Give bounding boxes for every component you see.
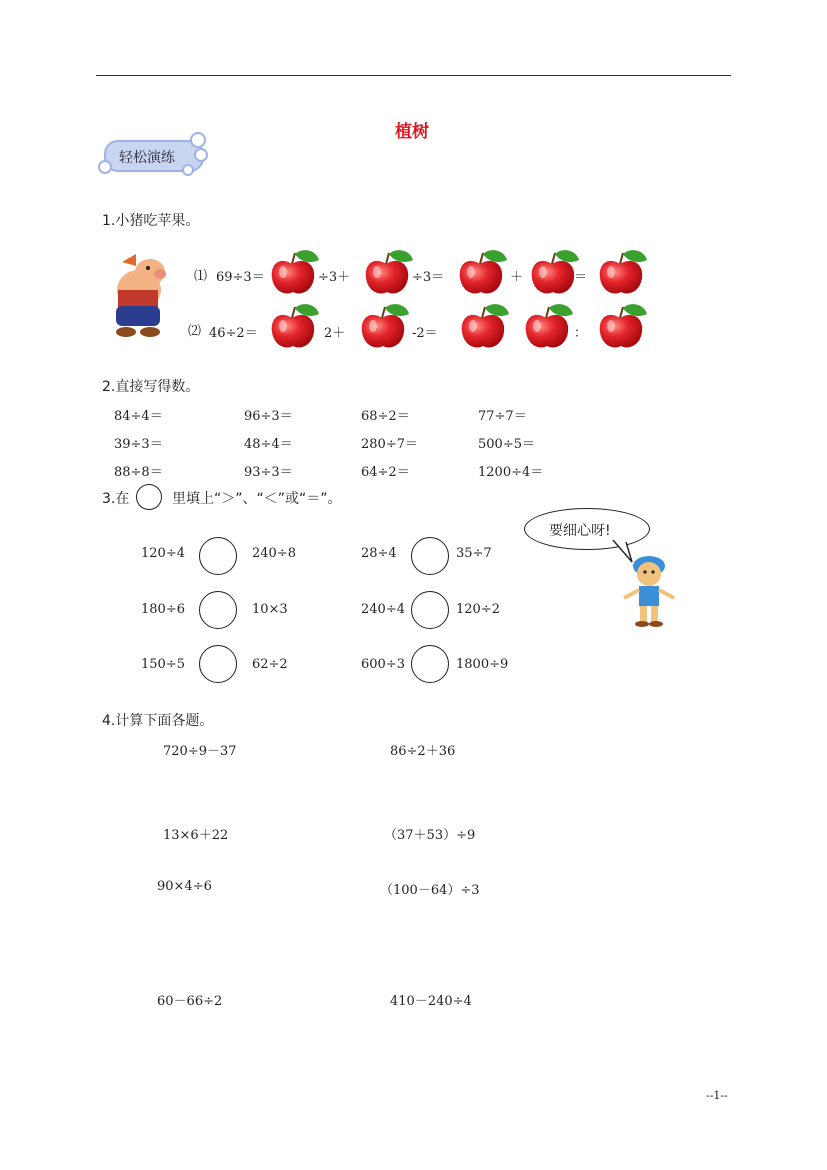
q3-left-expr: 600÷3: [361, 657, 405, 672]
page-number: --1--: [706, 1089, 728, 1102]
q1-row1-op: ＝: [574, 270, 588, 285]
q3-right-expr: 35÷7: [456, 546, 492, 561]
apple-icon: [364, 248, 414, 296]
q2-item: 96÷3＝: [244, 409, 293, 424]
speech-bubble-text: 要细心呀!: [549, 523, 611, 539]
q3-right-expr: 62÷2: [252, 657, 288, 672]
q1-row2-op: -2＝: [412, 326, 438, 341]
answer-circle[interactable]: [199, 591, 237, 629]
section-badge: [98, 130, 210, 176]
apple-icon: [598, 302, 648, 350]
q2-item: 280÷7＝: [361, 437, 418, 452]
q4-item: 13×6＋22: [163, 828, 229, 843]
q3-right-expr: 240÷8: [252, 546, 296, 561]
q3-left-expr: 180÷6: [141, 602, 185, 617]
q4-item: 720÷9－37: [163, 744, 237, 759]
page-title: 植树: [395, 122, 429, 142]
q3-left-expr: 150÷5: [141, 657, 185, 672]
q2-item: 39÷3＝: [114, 437, 163, 452]
apple-icon: [530, 248, 580, 296]
q4-item: （37＋53）÷9: [384, 828, 476, 843]
q3-left-expr: 28÷4: [361, 546, 397, 561]
q1-row2-label: ⑵: [188, 324, 202, 339]
q4-heading: 4.计算下面各题。: [102, 713, 214, 729]
q2-item: 93÷3＝: [244, 465, 293, 480]
q2-item: 77÷7＝: [478, 409, 527, 424]
q3-right-expr: 120÷2: [456, 602, 500, 617]
apple-icon: [524, 302, 574, 350]
q3-left-expr: 120÷4: [141, 546, 185, 561]
answer-circle[interactable]: [411, 645, 449, 683]
apple-icon: [460, 302, 510, 350]
q4-item: 86÷2＋36: [390, 744, 456, 759]
q2-item: 500÷5＝: [478, 437, 535, 452]
q4-item: （100－64）÷3: [380, 883, 480, 898]
q2-item: 88÷8＝: [114, 465, 163, 480]
q2-heading: 2.直接写得数。: [102, 379, 200, 395]
answer-circle[interactable]: [411, 537, 449, 575]
badge-label: 轻松演练: [119, 150, 175, 166]
q1-row1-op: ＋: [510, 270, 524, 285]
apple-icon: [360, 302, 410, 350]
q4-item: 90×4÷6: [157, 879, 212, 894]
q1-row1-start: 69÷3＝: [216, 270, 265, 285]
q1-row2-op: ：: [574, 326, 588, 341]
apple-icon: [458, 248, 508, 296]
answer-circle-sample: [136, 484, 162, 510]
q1-row1-op: ÷3＝: [412, 270, 445, 285]
pig-illustration: [104, 250, 174, 342]
header-rule: [96, 75, 731, 76]
q3-right-expr: 1800÷9: [456, 657, 509, 672]
q4-item: 60－66÷2: [157, 994, 223, 1009]
boy-illustration: [620, 552, 678, 630]
q1-row2-op: 2＋: [324, 326, 346, 341]
answer-circle[interactable]: [199, 645, 237, 683]
q2-item: 48÷4＝: [244, 437, 293, 452]
apple-icon: [598, 248, 648, 296]
q3-right-expr: 10×3: [252, 602, 288, 617]
apple-icon: [270, 248, 320, 296]
q2-item: 1200÷4＝: [478, 465, 544, 480]
q1-row1-label: ⑴: [194, 269, 208, 284]
q3-heading-prefix: 3.在: [102, 491, 130, 507]
q3-left-expr: 240÷4: [361, 602, 405, 617]
q1-row1-op: ÷3＋: [318, 270, 351, 285]
answer-circle[interactable]: [199, 537, 237, 575]
q2-item: 84÷4＝: [114, 409, 163, 424]
apple-icon: [270, 302, 320, 350]
q4-item: 410－240÷4: [390, 994, 472, 1009]
q2-item: 64÷2＝: [361, 465, 410, 480]
q1-row2-start: 46÷2＝: [209, 326, 258, 341]
q2-item: 68÷2＝: [361, 409, 410, 424]
q1-heading: 1.小猪吃苹果。: [102, 213, 200, 229]
answer-circle[interactable]: [411, 591, 449, 629]
q3-heading: 里填上“＞”、“＜”或“＝”。: [172, 491, 342, 507]
